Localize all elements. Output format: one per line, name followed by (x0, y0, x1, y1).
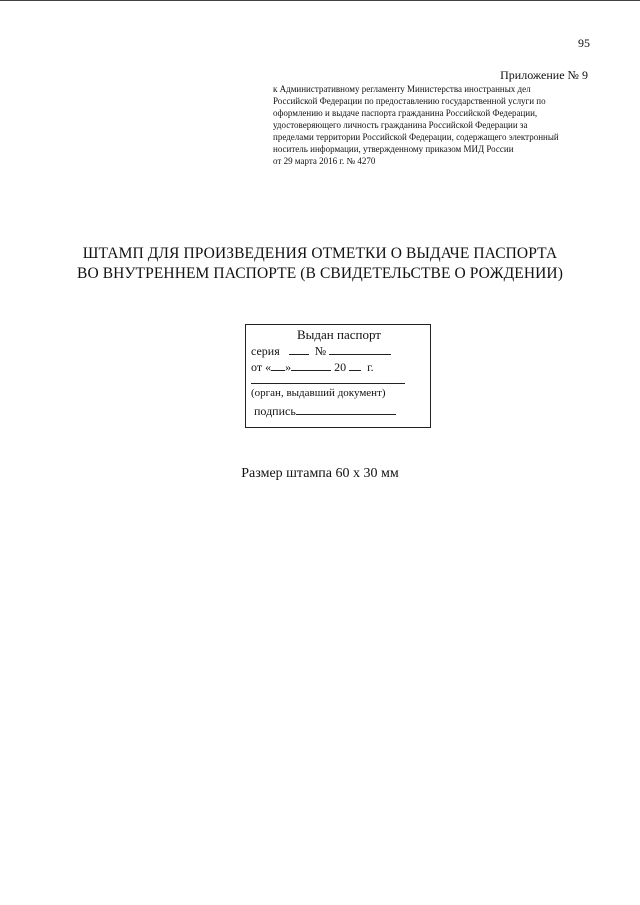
date-prefix: от « (251, 360, 272, 374)
year-suffix: г. (367, 360, 374, 374)
appendix-line-2 (273, 95, 588, 107)
appendix-line-text: от 29 марта 2016 г. № 4270 (273, 156, 376, 166)
year-blank (349, 359, 361, 371)
page-top-border (0, 0, 640, 1)
appendix-line-text: Российской Федерации по предоставлению государственной услуги по (273, 96, 546, 106)
heading-line-1: ШТАМП ДЛЯ ПРОИЗВЕДЕНИЯ ОТМЕТКИ О ВЫДАЧЕ ПАСПОРТА (82, 245, 558, 262)
appendix-line-6 (273, 143, 588, 155)
stamp-series-row (251, 343, 391, 359)
appendix-line-text: пределами территории Российской Федерации, содержащего электронный (273, 132, 559, 142)
appendix-line-text: носитель информации, утвержденному приказом МИД России (273, 144, 514, 154)
appendix-line-text: к Административному регламенту Министерства иностранных дел (273, 84, 531, 94)
appendix-line-3 (273, 107, 588, 119)
series-blank (289, 343, 309, 355)
heading-line-2: ВО ВНУТРЕННЕМ ПАСПОРТЕ (В СВИДЕТЕЛЬСТВЕ О РОЖДЕНИИ) (77, 265, 563, 282)
signature-label: подпись (254, 404, 296, 418)
signature-blank (296, 403, 396, 415)
page-number: 95 (578, 36, 590, 50)
stamp-size-caption: Размер штампа 60 х 30 мм (241, 466, 399, 481)
appendix-block (273, 68, 588, 167)
year-prefix: 20 (334, 360, 347, 374)
series-label: серия (251, 344, 280, 358)
appendix-line-text: удостоверяющего личность гражданина Российской Федерации за (273, 120, 528, 130)
day-blank (271, 359, 285, 371)
stamp-title: Выдан паспорт (297, 327, 381, 342)
stamp-signature-row (254, 403, 396, 419)
appendix-title: Приложение № 9 (500, 68, 588, 82)
stamp-date-row (251, 359, 374, 375)
document-heading (60, 244, 580, 284)
date-mid: » (285, 360, 292, 374)
appendix-line-1 (273, 83, 588, 95)
number-blank (329, 343, 391, 355)
number-label: № (314, 344, 327, 358)
issuer-blank-line (251, 383, 405, 384)
appendix-line-4 (273, 119, 588, 131)
month-blank (291, 359, 331, 371)
appendix-line-7 (273, 155, 588, 167)
stamp-frame (245, 324, 431, 428)
appendix-line-5 (273, 131, 588, 143)
appendix-line-text: оформлению и выдаче паспорта гражданина Российской Федерации, (273, 108, 538, 118)
issuer-note: (орган, выдавший документ) (251, 387, 386, 399)
